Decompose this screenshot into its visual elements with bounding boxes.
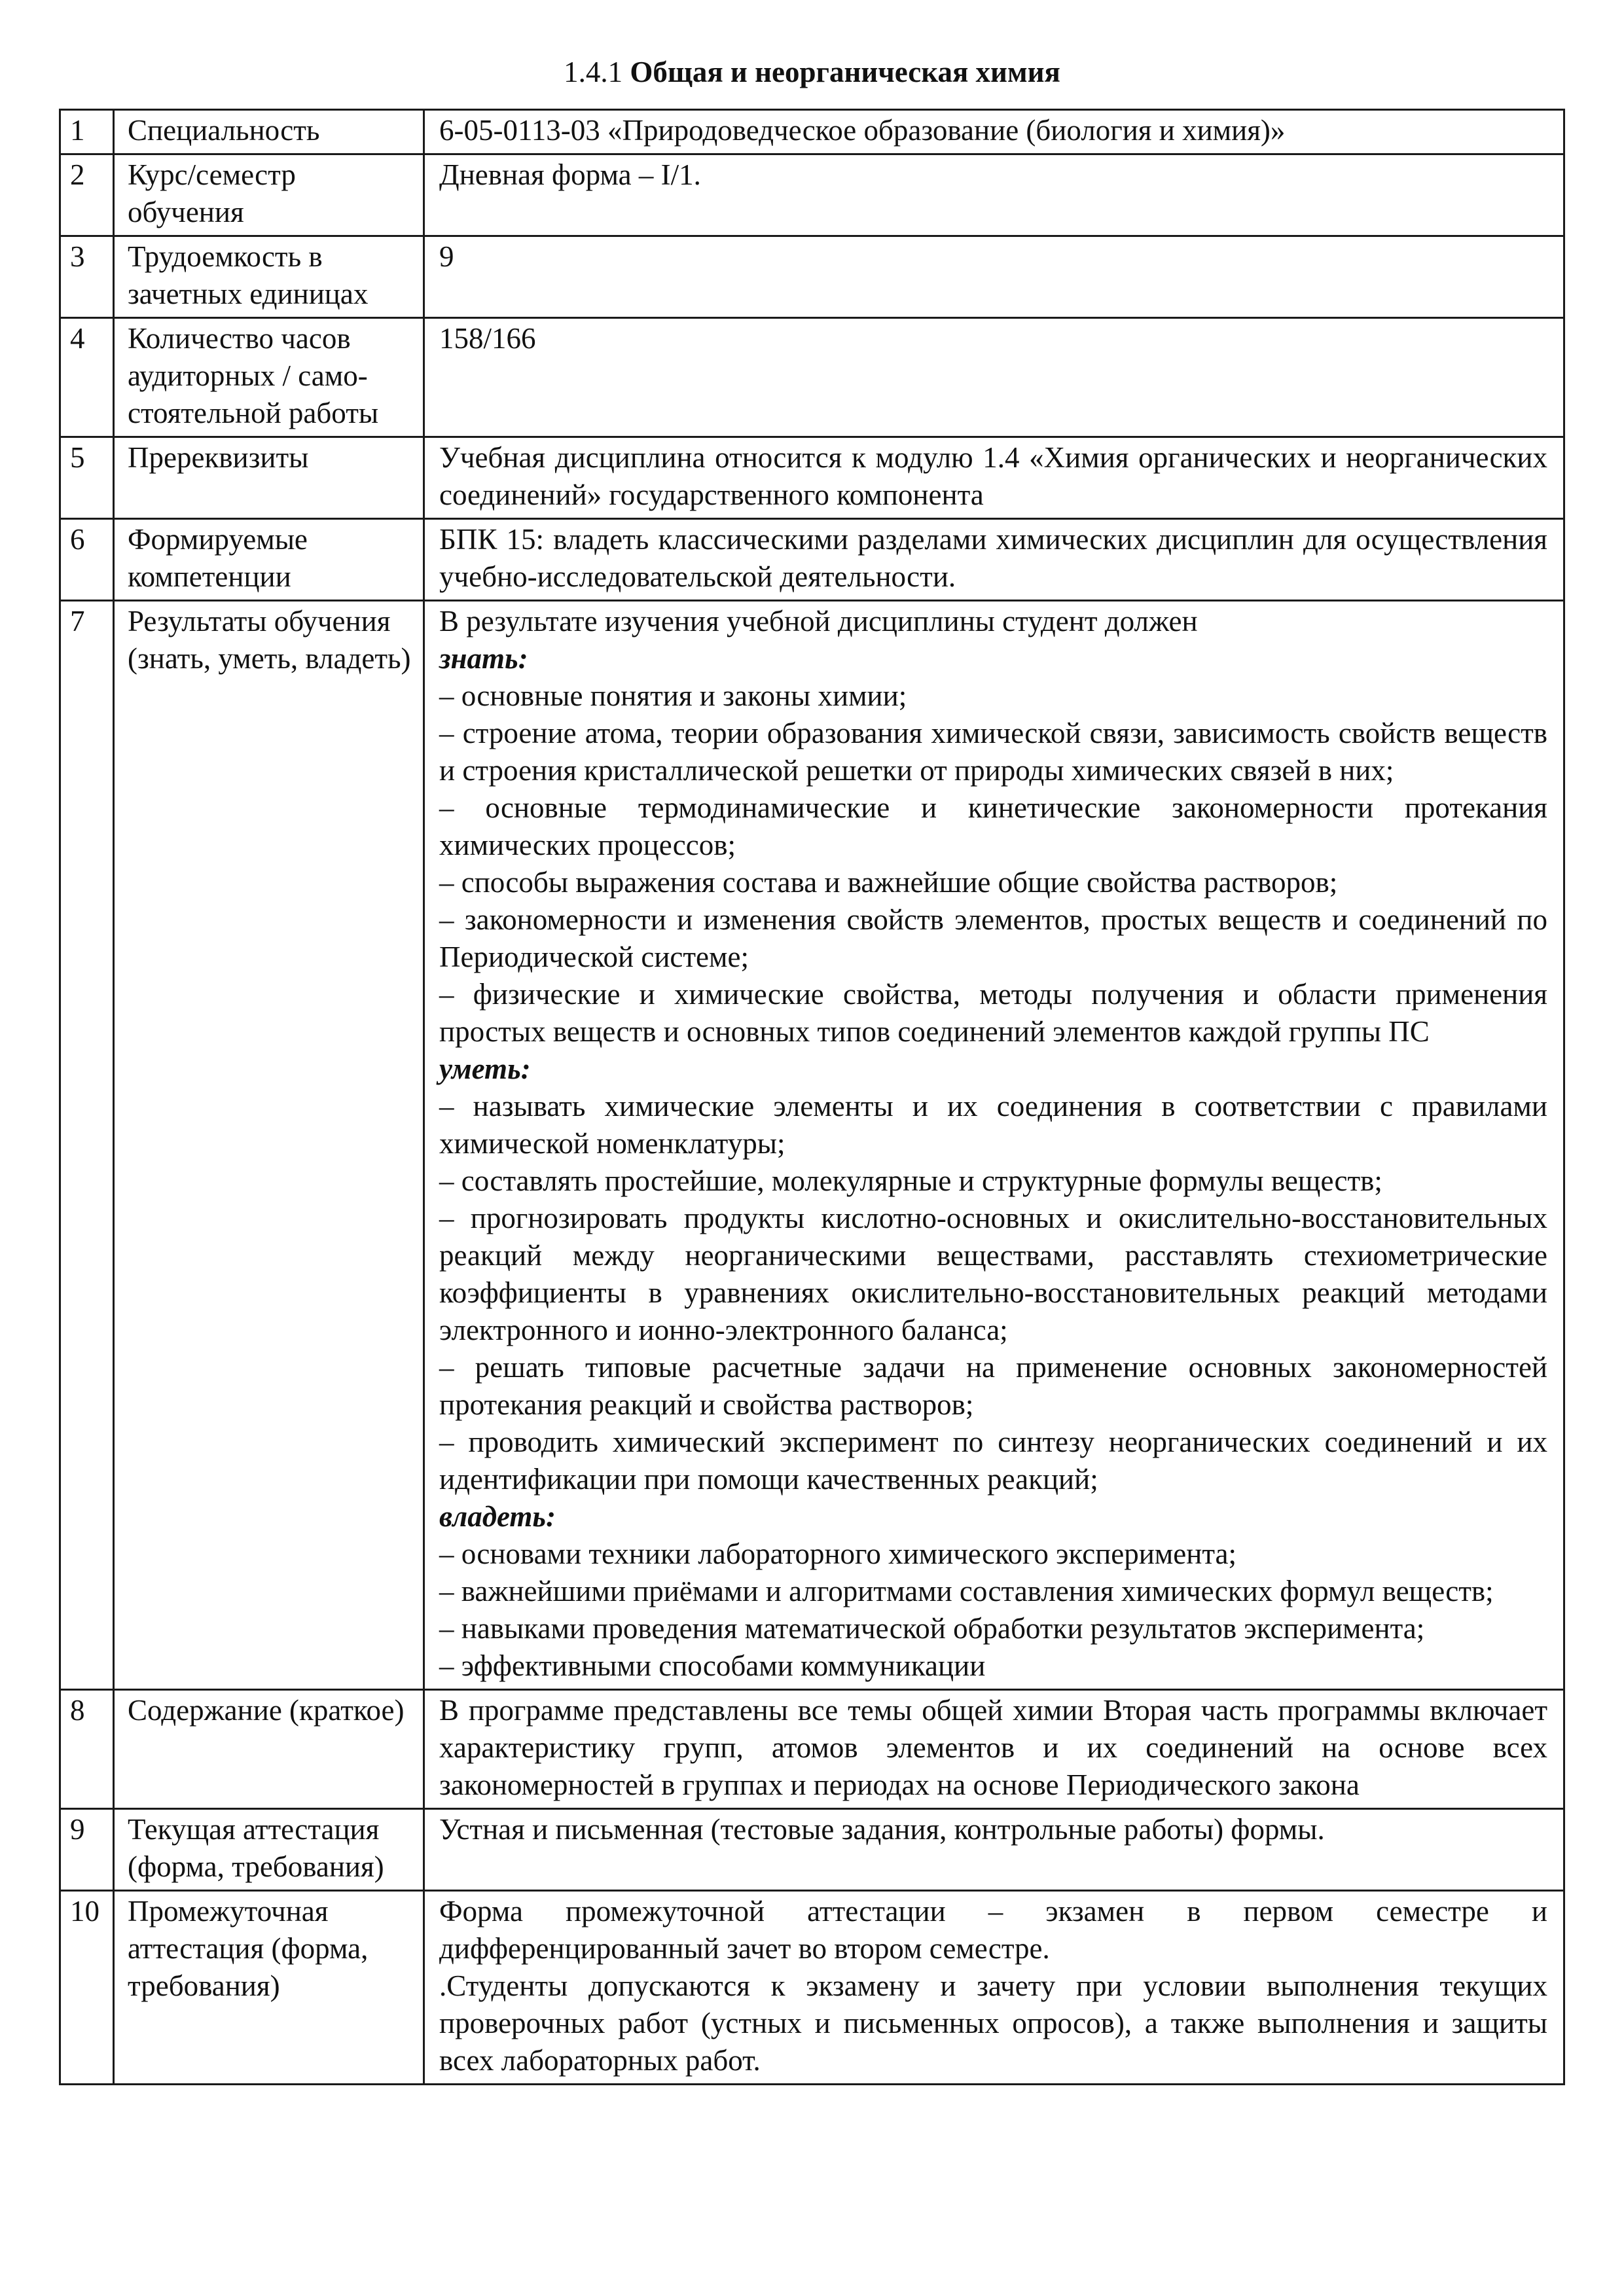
table-row [60, 318, 1564, 437]
row-content: Дневная форма – I/1. [424, 154, 1564, 236]
assessment-requirements: .Студенты допускаются к экзамену и зачету при условии выполнения текущих проверочных работ (устных и письменных опросов), а также выполнения и защиты всех лабораторных работ. [439, 1969, 1547, 2077]
row-number: 9 [60, 1809, 114, 1891]
row-number: 6 [60, 519, 114, 601]
list-item: – называть химические элементы и их соединения в соответствии с правилами химической номенклатуры; [439, 1090, 1547, 1160]
list-item: – основные понятия и законы химии; [439, 679, 907, 712]
list-item: – эффективными способами коммуникации [439, 1649, 986, 1682]
row-content: В программе представлены все темы общей химии Вторая часть программы включает характеристику групп, атомов элементов и их соединений на основе всех закономерностей в группах и периодах на основе Периодического закона [424, 1690, 1564, 1809]
row-label: Содержание (краткое) [114, 1690, 424, 1809]
table-row [60, 1891, 1564, 2085]
row-content: 6-05-0113-03 «Природоведческое образование (биология и химия)» [424, 110, 1564, 154]
section-number: 1.4.1 [564, 56, 623, 88]
row-label: Текущая аттестация (форма, требования) [114, 1809, 424, 1891]
own-heading: владеть: [439, 1500, 556, 1533]
row-label: Специальность [114, 110, 424, 154]
table-row [60, 601, 1564, 1690]
row-content: 9 [424, 236, 1564, 318]
assessment-form: Форма промежуточной аттестации – экзамен в первом семестре и дифференцированный зачет во втором семестре. [439, 1895, 1547, 1965]
table-row [60, 1809, 1564, 1891]
course-info-table [59, 109, 1565, 2085]
table-row [60, 519, 1564, 601]
list-item: – способы выражения состава и важнейшие общие свойства растворов; [439, 866, 1338, 899]
row-content: БПК 15: владеть классическими разделами химических дисциплин для осуществления учебно-исследовательской деятельности. [424, 519, 1564, 601]
table-row [60, 437, 1564, 519]
row-content-outcomes [424, 601, 1564, 1690]
list-item: – проводить химический эксперимент по синтезу неорганических соединений и их идентификации при помощи качественных реакций; [439, 1426, 1547, 1496]
table-row [60, 110, 1564, 154]
row-label: Трудоемкость в зачетных единицах [114, 236, 424, 318]
row-number: 5 [60, 437, 114, 519]
row-label: Результаты обучения (знать, уметь, владеть) [114, 601, 424, 1690]
can-heading: уметь: [439, 1052, 531, 1085]
outcomes-intro: В результате изучения учебной дисциплины студент должен [439, 605, 1198, 637]
list-item: – основные термодинамические и кинетические закономерности протекания химических процессов; [439, 791, 1547, 861]
row-number: 1 [60, 110, 114, 154]
row-label: Промежуточная аттестация (форма, требования) [114, 1891, 424, 2085]
list-item: – навыками проведения математической обработки результатов эксперимента; [439, 1612, 1425, 1645]
section-heading [0, 54, 1624, 90]
list-item: – важнейшими приёмами и алгоритмами составления химических формул веществ; [439, 1575, 1494, 1607]
row-content [424, 1891, 1564, 2085]
row-number: 8 [60, 1690, 114, 1809]
row-number: 2 [60, 154, 114, 236]
row-number: 10 [60, 1891, 114, 2085]
list-item: – строение атома, теории образования химической связи, зависимость свойств веществ и строения кристаллической решетки от природы химических связей в них; [439, 717, 1547, 787]
row-number: 3 [60, 236, 114, 318]
row-number: 7 [60, 601, 114, 1690]
row-content: Учебная дисциплина относится к модулю 1.4 «Химия органических и неорганических соединений» государственного компонента [424, 437, 1564, 519]
list-item: – основами техники лабораторного химического эксперимента; [439, 1537, 1237, 1570]
row-label: Курс/семестр обучения [114, 154, 424, 236]
row-number: 4 [60, 318, 114, 437]
list-item: – закономерности и изменения свойств элементов, простых веществ и соединений по Периодической системе; [439, 903, 1547, 973]
row-content: 158/166 [424, 318, 1564, 437]
list-item: – прогнозировать продукты кислотно-основных и окислительно-восстановительных реакций между неорганическими веществами, расставлять стехиометрические коэффициенты в уравнениях окислительно-восстановительных реакций методами электронного и ионно-электронного баланса; [439, 1202, 1547, 1346]
row-label: Количество часов аудиторных / само-стоятельной работы [114, 318, 424, 437]
table-row [60, 236, 1564, 318]
know-heading: знать: [439, 642, 528, 675]
list-item: – решать типовые расчетные задачи на применение основных закономерностей протекания реакций и свойства растворов; [439, 1351, 1547, 1421]
row-label: Пререквизиты [114, 437, 424, 519]
table-row [60, 154, 1564, 236]
list-item: – физические и химические свойства, методы получения и области применения простых веществ и основных типов соединений элементов каждой группы ПС [439, 978, 1547, 1048]
row-content: Устная и письменная (тестовые задания, контрольные работы) формы. [424, 1809, 1564, 1891]
row-label: Формируемые компетенции [114, 519, 424, 601]
table-row [60, 1690, 1564, 1809]
list-item: – составлять простейшие, молекулярные и структурные формулы веществ; [439, 1164, 1382, 1197]
section-title: Общая и неорганическая химия [630, 56, 1060, 88]
